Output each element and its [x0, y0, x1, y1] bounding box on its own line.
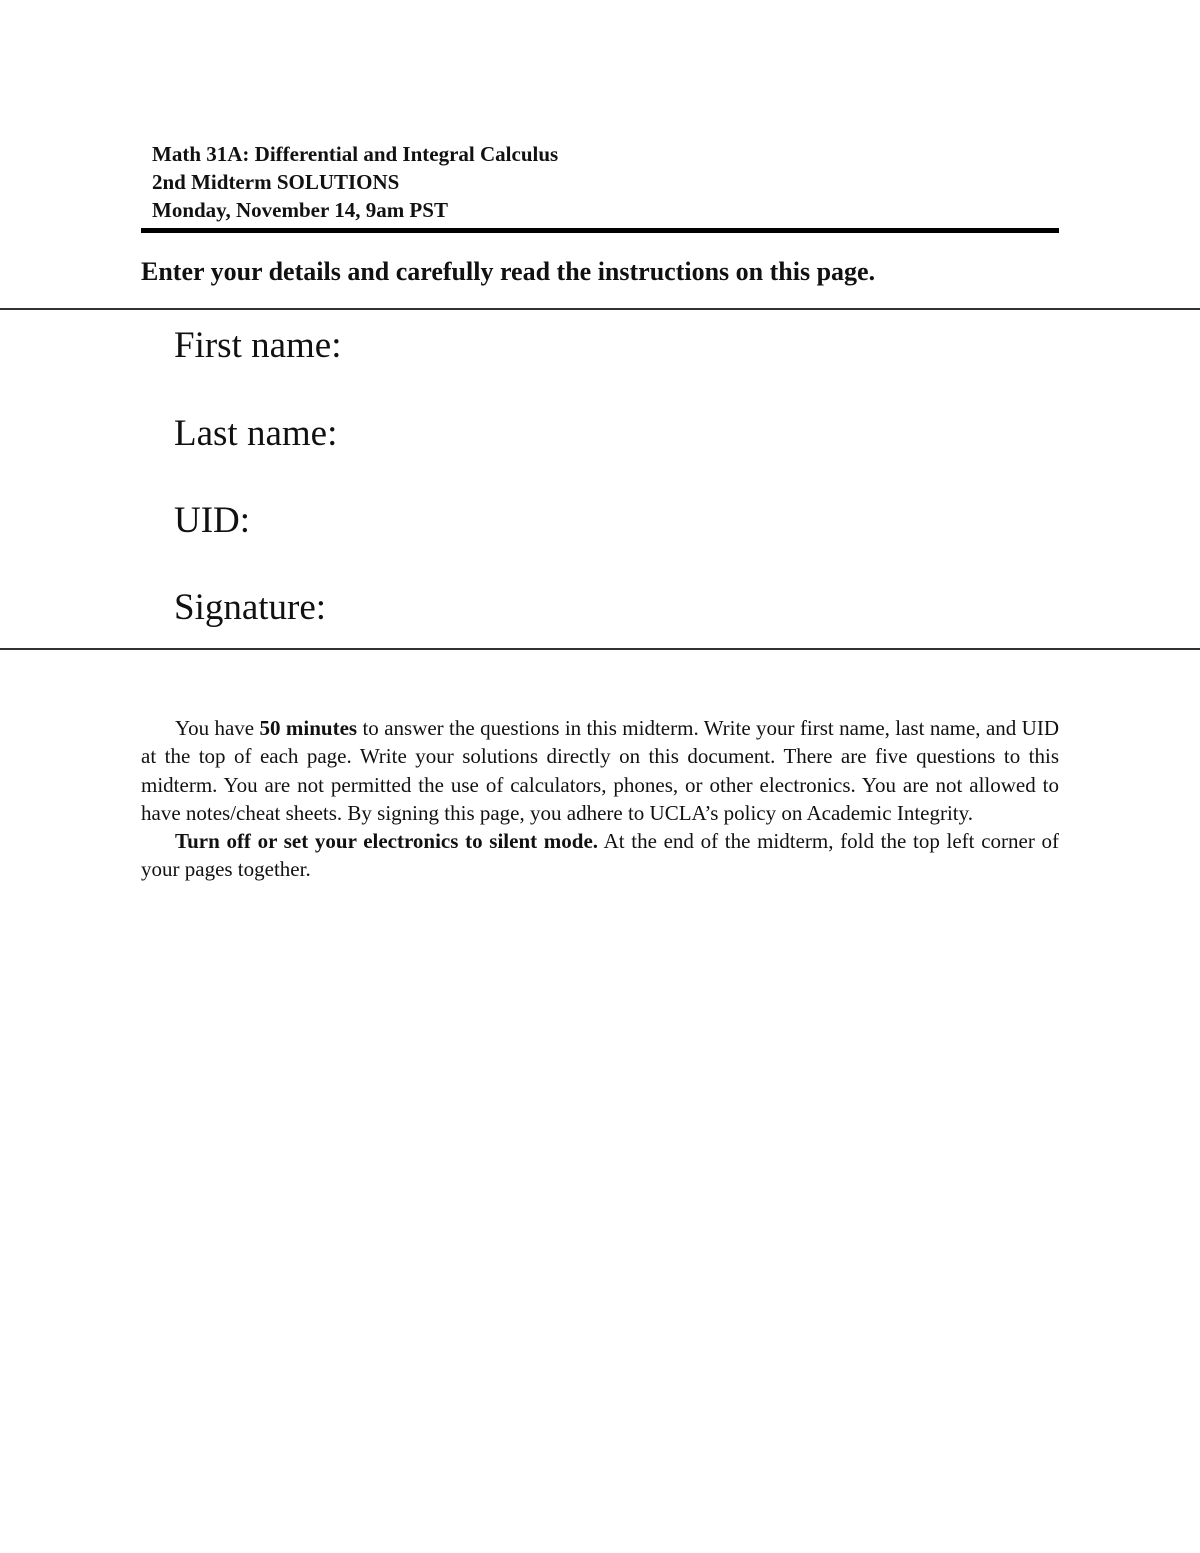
- uid-field[interactable]: UID:: [174, 500, 251, 541]
- instruction-heading: Enter your details and carefully read the instructions on this page.: [141, 257, 876, 286]
- details-bottom-divider: [0, 648, 1200, 650]
- instructions-paragraph-1: You have 50 minutes to answer the questions in this midterm. Write your first name, last name, and UID at the top of each page. Write your solutions directly on this document. There are five questions to this midterm. You are not permitted the use of calculators, phones, or other electronics. You are not allowed to have notes/cheat sheets. By signing this page, you adhere to UCLA’s policy on Academic Integrity.: [141, 716, 1059, 825]
- electronics-warning: Turn off or set your electronics to silent mode.: [175, 829, 599, 854]
- exam-date: Monday, November 14, 9am PST: [152, 198, 448, 222]
- course-title: Math 31A: Differential and Integral Calculus: [152, 142, 559, 166]
- header-divider: [141, 228, 1059, 233]
- exam-title: 2nd Midterm SOLUTIONS: [152, 170, 400, 194]
- signature-field[interactable]: Signature:: [174, 587, 327, 628]
- first-name-field[interactable]: First name:: [174, 325, 342, 366]
- details-top-divider: [0, 308, 1200, 310]
- exam-header: [152, 140, 1058, 224]
- time-limit: 50 minutes: [259, 716, 358, 740]
- instructions-text: [141, 714, 1059, 884]
- last-name-field[interactable]: Last name:: [174, 413, 338, 454]
- instructions-paragraph-2: Turn off or set your electronics to silent mode. At the end of the midterm, fold the top left corner of your pages together.: [141, 829, 1059, 882]
